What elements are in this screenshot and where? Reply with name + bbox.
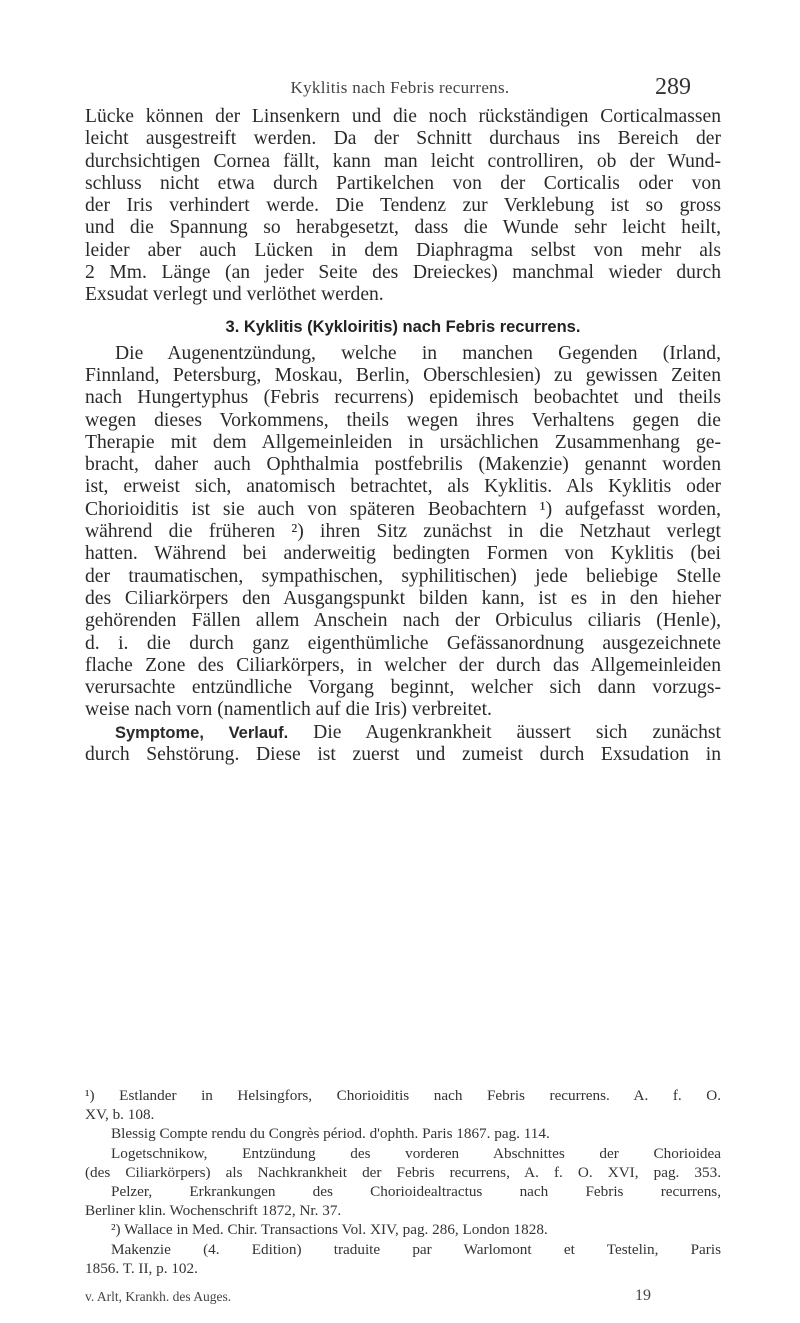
text-line: ist, erweist sich, anatomisch betrachtet, als Kyklitis. Als Kyklitis oder — [85, 476, 721, 498]
footnote-line: ²) Wallace in Med. Chir. Transactions Vol. XIV, pag. 286, London 1828. — [111, 1221, 548, 1239]
page-header — [0, 74, 800, 102]
page-number: 289 — [655, 74, 691, 100]
text-line: leider aber auch Lücken in dem Diaphragma selbst von mehr als — [85, 239, 721, 261]
paragraph-symptoms — [85, 722, 721, 767]
text-line: schluss nicht etwa durch Partikelchen von der Corticalis oder von — [85, 172, 721, 194]
footnote-line: XV, b. 108. — [85, 1106, 155, 1124]
text-line: bracht, daher auch Ophthalmia postfebrilis (Makenzie) genannt worden — [85, 454, 721, 476]
page-footer — [85, 1289, 721, 1309]
footnote-line: Berliner klin. Wochenschrift 1872, Nr. 37. — [85, 1202, 342, 1220]
text-line — [85, 722, 721, 744]
text-line: hatten. Während bei anderweitig bedingten Formen von Kyklitis (bei — [85, 543, 721, 565]
text-line: Lücke können der Linsenkern und die noch rückständigen Corticalmassen — [85, 106, 721, 127]
text-line: flache Zone des Ciliarkörpers, in welcher der durch das Allgemeinleiden — [85, 654, 721, 676]
footnote-line: ¹) Estlander in Helsingfors, Chorioiditis nach Febris recurrens. A. f. O. — [85, 1087, 721, 1104]
text-line: Therapie mit dem Allgemeinleiden in ursächlichen Zusammenhang ge- — [85, 431, 721, 453]
text-line: Die Augenentzündung, welche in manchen Gegenden (Irland, — [115, 342, 721, 364]
symptoms-lead: Symptome, Verlauf. — [115, 723, 289, 742]
footnote-line: Logetschnikow, Entzündung des vorderen Abschnittes der Chorioidea — [111, 1144, 721, 1162]
text-line: während die früheren ²) ihren Sitz zunächst in die Netzhaut verlegt — [85, 521, 721, 543]
text-line: Chorioiditis ist sie auch von späteren Beobachtern ¹) aufgefasst worden, — [85, 498, 721, 520]
paragraph-continuation — [85, 106, 721, 307]
running-title: Kyklitis nach Febris recurrens. — [290, 78, 510, 97]
symptoms-line-text: Die Augenkrankheit äussert sich zunächst — [288, 721, 721, 743]
text-line: weise nach vorn (namentlich auf die Iris) verbreitet. — [85, 699, 492, 721]
text-line: der traumatischen, sympathischen, syphilitischen) jede beliebige Stelle — [85, 565, 721, 587]
footnote-line: Pelzer, Erkrankungen des Chorioidealtractus nach Febris recurrens, — [111, 1182, 721, 1200]
text-line: gehörenden Fällen allem Anschein nach der Orbiculus ciliaris (Henle), — [85, 610, 721, 632]
text-line: durch Sehstörung. Diese ist zuerst und zumeist durch Exsudation in — [85, 744, 721, 766]
text-line: nach Hungertyphus (Febris recurrens) epidemisch beobachtet und theils — [85, 387, 721, 409]
signature-mark: 19 — [635, 1287, 651, 1304]
text-line: d. i. die durch ganz eigenthümliche Gefässanordnung ausgezeichnete — [85, 632, 721, 654]
main-text — [85, 106, 721, 766]
text-line: der Iris verhindert werde. Die Tendenz zur Verklebung ist so gross — [85, 195, 721, 217]
text-line: des Ciliarkörpers den Ausgangspunkt bilden kann, ist es in den hieher — [85, 587, 721, 609]
footnote-line: 1856. T. II, p. 102. — [85, 1259, 198, 1277]
text-line: durchsichtigen Cornea fällt, kann man leicht controlliren, ob der Wund- — [85, 150, 721, 172]
footnote-line: Blessig Compte rendu du Congrès périod. d'ophth. Paris 1867. pag. 114. — [111, 1125, 550, 1143]
footnotes — [85, 1086, 721, 1278]
text-line: und die Spannung so herabgesetzt, dass die Wunde sehr leicht heilt, — [85, 217, 721, 239]
footnote-line: Makenzie (4. Edition) traduite par Warlomont et Testelin, Paris — [111, 1240, 721, 1258]
text-line: 2 Mm. Länge (an jeder Seite des Dreieckes) manchmal wieder durch — [85, 262, 721, 284]
signature-line: v. Arlt, Krankh. des Auges. — [85, 1289, 232, 1304]
text-line: verursachte entzündliche Vorgang beginnt, welcher sich dann vorzugs- — [85, 677, 721, 699]
text-line: Finnland, Petersburg, Moskau, Berlin, Oberschlesien) zu gewissen Zeiten — [85, 364, 721, 386]
paragraph-introduction — [85, 343, 721, 722]
footnote-line: (des Ciliarkörpers) als Nachkrankheit der Febris recurrens, A. f. O. XVI, pag. 353. — [85, 1163, 721, 1181]
text-line: Exsudat verlegt und verlöthet werden. — [85, 284, 384, 306]
section-heading: 3. Kyklitis (Kykloiritis) nach Febris recurrens. — [225, 317, 581, 336]
text-line: leicht ausgestreift werden. Da der Schnitt durchaus ins Bereich der — [85, 128, 721, 150]
text-line: wegen dieses Vorkommens, theils wegen ihres Verhaltens gegen die — [85, 409, 721, 431]
